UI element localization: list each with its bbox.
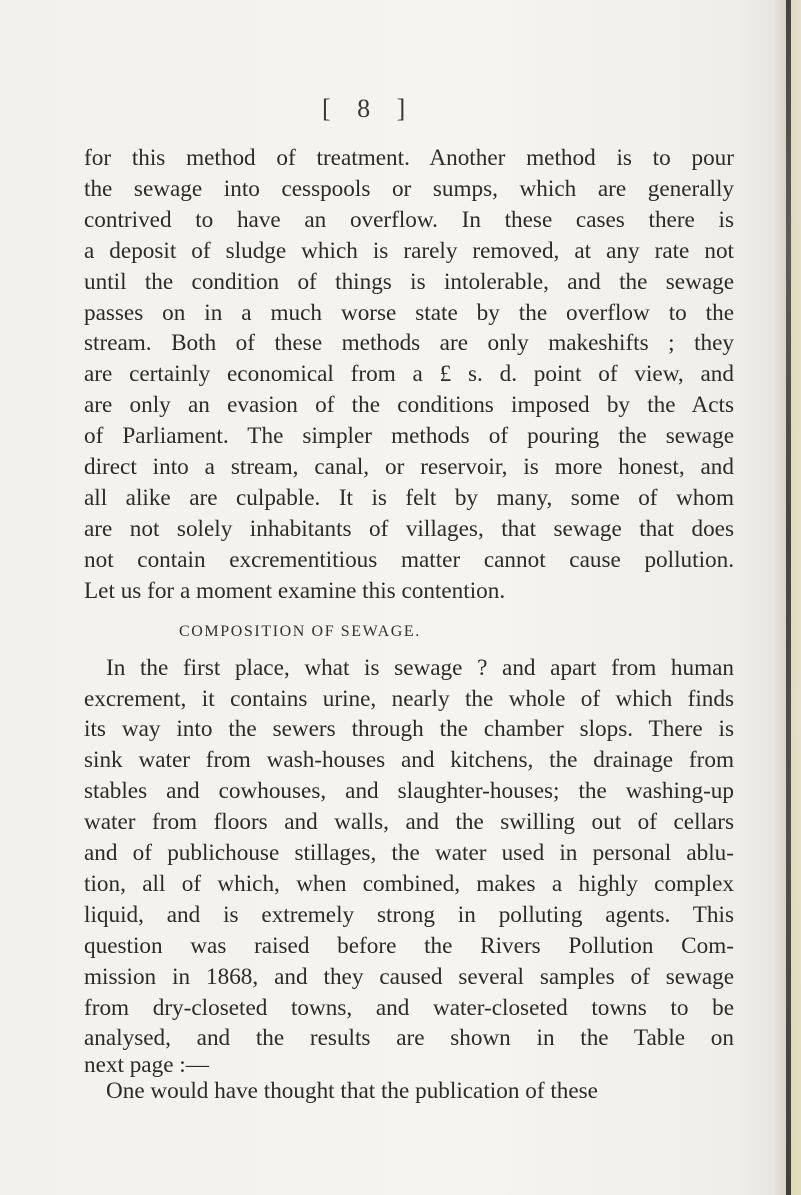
text-line: tion, all of which, when combined, makes a highly complex [84,870,734,897]
text-line: Let us for a moment examine this contention. [84,577,506,604]
text-line: stables and cowhouses, and slaughter-houses; the washing-up [84,778,734,805]
text-line: all alike are culpable. It is felt by many, some of whom [84,484,734,511]
text-line: passes on in a much worse state by the overflow to the [84,299,734,326]
paragraph-2 [84,653,734,1077]
text-line: not contain excrementitious matter cannot cause pollution. [84,546,734,573]
text-line: mission in 1868, and they caused several samples of sewage [84,963,734,990]
text-line: the sewage into cesspools or sumps, which are generally [84,175,734,202]
text-line: direct into a stream, canal, or reservoir, is more honest, and [84,454,734,481]
text-line: stream. Both of these methods are only makeshifts ; they [84,330,734,357]
text-line: In the first place, what is sewage ? and apart from human [106,654,734,681]
text-line: are not solely inhabitants of villages, that sewage that does [84,515,734,542]
text-line: water from floors and walls, and the swilling out of cellars [84,809,734,836]
text-line: are only an evasion of the conditions imposed by the Acts [84,392,734,419]
text-line: excrement, it contains urine, nearly the whole of which finds [84,685,734,712]
text-line: contrived to have an overflow. In these cases there is [84,206,734,233]
text-line: are certainly economical from a £ s. d. point of view, and [84,361,734,388]
text-line: and of publichouse stillages, the water used in personal ablu- [84,840,734,867]
section-heading: COMPOSITION OF SEWAGE. [179,622,421,640]
text-line: analysed, and the results are shown in the Table on [84,1025,734,1052]
book-spine-shadow [786,0,791,1195]
text-line: its way into the sewers through the chamber slops. There is [84,716,734,743]
text-line: for this method of treatment. Another method is to pour [84,145,734,171]
paragraph-1 [84,143,734,607]
page-number: [ 8 ] [322,94,416,123]
text-line: liquid, and is extremely strong in polluting agents. This [84,901,734,928]
text-line: next page :— [84,1052,209,1079]
text-line: One would have thought that the publication of these [106,1078,598,1105]
text-line: a deposit of sludge which is rarely removed, at any rate not [84,237,734,264]
text-line: until the condition of things is intolerable, and the sewage [84,268,734,295]
text-line: from dry-closeted towns, and water-closeted towns to be [84,994,734,1021]
text-line: sink water from wash-houses and kitchens, the drainage from [84,747,734,774]
page-body [84,143,734,1107]
text-line: question was raised before the Rivers Pollution Com- [84,932,734,959]
paragraph-3 [84,1076,734,1107]
text-line: of Parliament. The simpler methods of pouring the sewage [84,423,734,450]
